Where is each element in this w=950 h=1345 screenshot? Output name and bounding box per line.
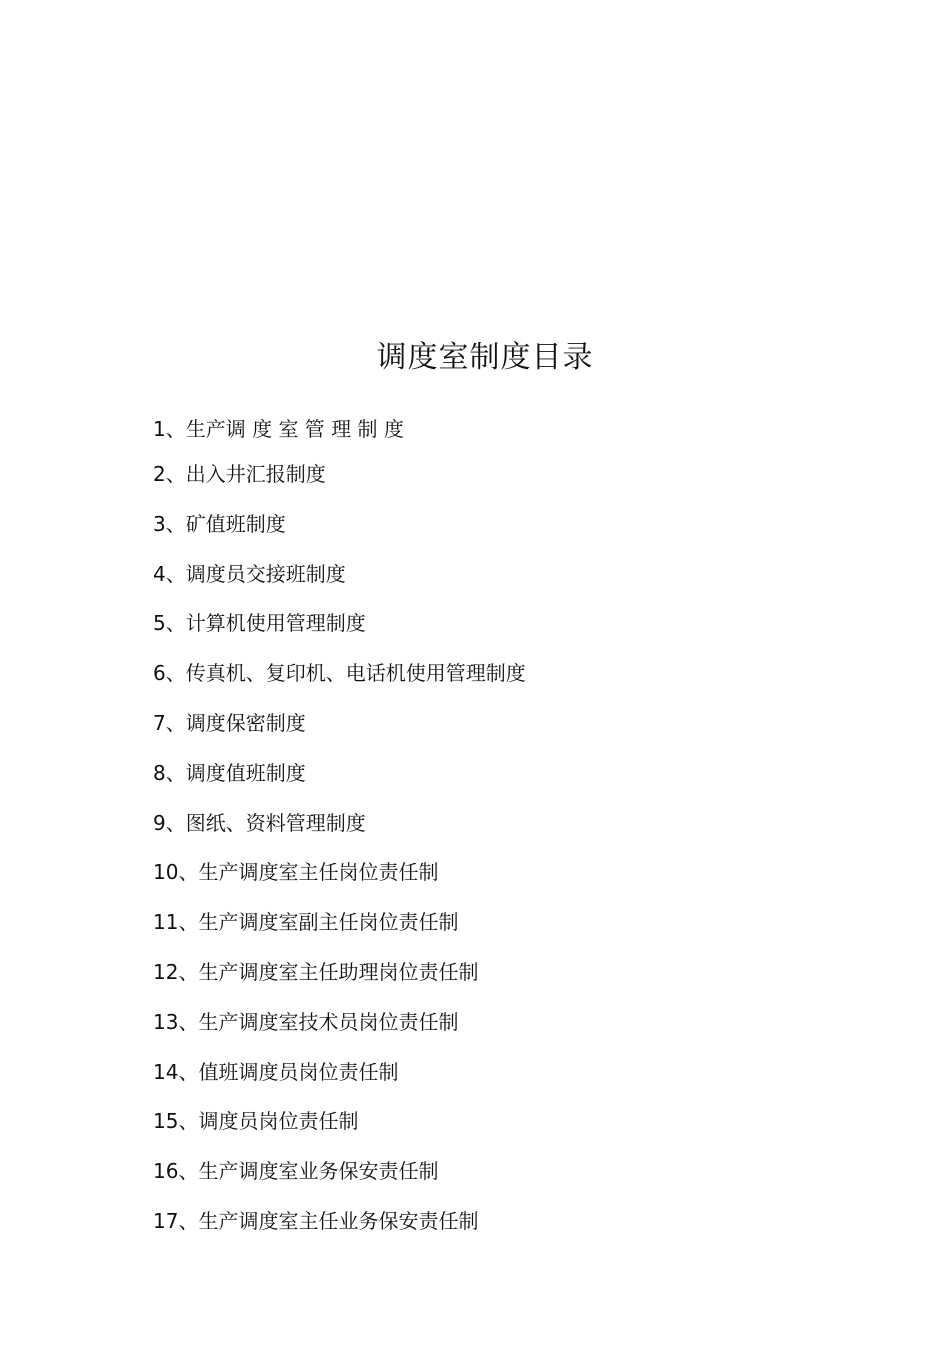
toc-item: 11、生产调度室副主任岗位责任制: [153, 910, 459, 935]
toc-item: 9、图纸、资料管理制度: [153, 810, 366, 835]
toc-item: 10、生产调度室主任岗位责任制: [153, 860, 439, 885]
toc-item: 13、生产调度室技术员岗位责任制: [153, 1009, 459, 1034]
page-title: 调度室制度目录: [376, 340, 594, 375]
toc-item: 12、生产调度室主任助理岗位责任制: [153, 959, 479, 984]
toc-item: 8、调度值班制度: [153, 760, 306, 785]
toc-item: 5、计算机使用管理制度: [153, 611, 366, 636]
toc-item: 1、生产调 度 室 管 理 制 度: [153, 417, 404, 441]
toc-item: 15、调度员岗位责任制: [153, 1109, 359, 1134]
toc-item: 3、矿值班制度: [153, 511, 286, 536]
toc-item: 16、生产调度室业务保安责任制: [153, 1159, 439, 1184]
toc-item: 17、生产调度室主任业务保安责任制: [153, 1208, 479, 1233]
toc-item: 6、传真机、复印机、电话机使用管理制度: [153, 661, 526, 686]
toc-item: 4、调度员交接班制度: [153, 561, 346, 586]
toc-item: 7、调度保密制度: [153, 710, 306, 735]
toc-item: 14、值班调度员岗位责任制: [153, 1059, 399, 1084]
table-of-contents: [153, 414, 853, 1256]
toc-item: 2、出入井汇报制度: [153, 462, 326, 486]
